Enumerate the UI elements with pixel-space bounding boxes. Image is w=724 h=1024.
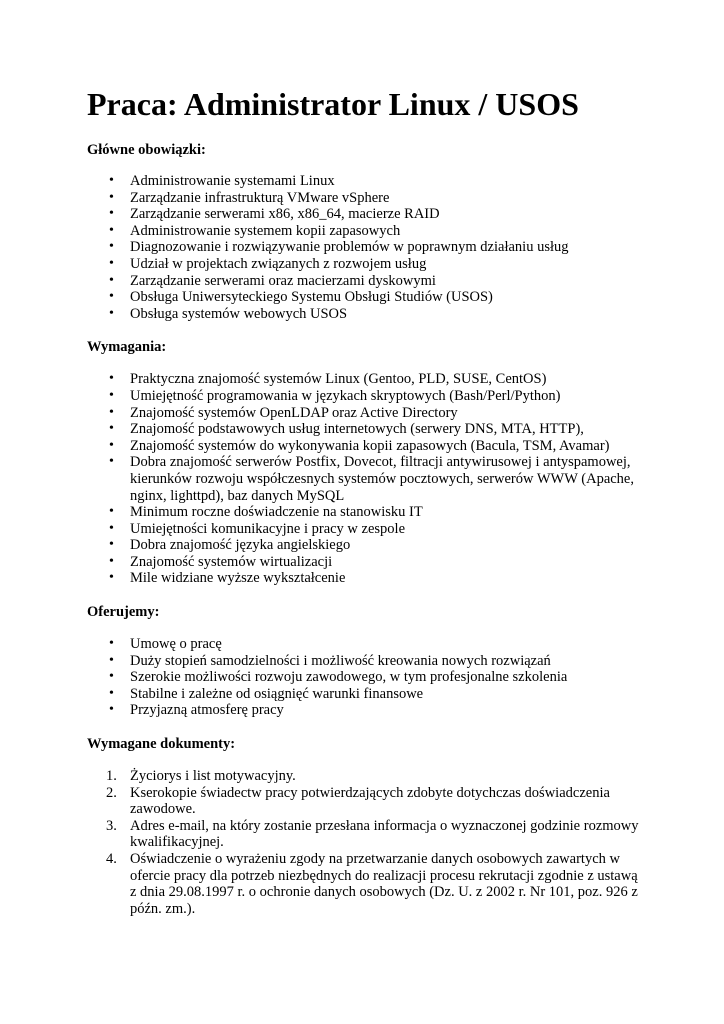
list-item-text: Oświadczenie o wyrażeniu zgody na przetwarzanie danych osobowych zawartych w ofercie pracy dla potrzeb niezbędnych do realizacji procesu rekrutacji zgodnie z ustawą z dnia 29.08.1997 r. o ochronie danych osobowych (Dz. U. z 2002 r. Nr 101, poz. 926 z późn. zm.).	[130, 851, 638, 917]
list-item: • Dobra znajomość serwerów Postfix, Dovecot, filtracji antywirusowej i antyspamowej, kierunków rozwoju współczesnych systemów pocztowych, serwerów WWW (Apache, nginx, lighttpd), baz danych MySQL	[87, 454, 647, 504]
list-number: 2.	[106, 784, 117, 801]
list-item: • Umiejętności komunikacyjne i pracy w zespole	[87, 521, 647, 538]
list-item: • Administrowanie systemami Linux	[87, 173, 647, 190]
list-item: • Szerokie możliwości rozwoju zawodowego, w tym profesjonalne szkolenia	[87, 669, 647, 686]
duties-heading: Główne obowiązki:	[87, 142, 206, 158]
list-item	[87, 785, 647, 818]
list-item-text: Kserokopie świadectw pracy potwierdzających zdobyte dotychczas doświadczenia zawodowe.	[130, 784, 610, 818]
requirements-list	[87, 371, 647, 587]
list-item: • Znajomość systemów OpenLDAP oraz Active Directory	[87, 405, 647, 422]
list-item: • Udział w projektach związanych z rozwojem usług	[87, 256, 647, 273]
list-item: • Umowę o pracę	[87, 636, 647, 653]
list-item: • Minimum roczne doświadczenie na stanowisku IT	[87, 504, 647, 521]
list-item: • Zarządzanie serwerami x86, x86_64, macierze RAID	[87, 206, 647, 223]
list-item: • Dobra znajomość języka angielskiego	[87, 537, 647, 554]
documents-list	[87, 768, 647, 917]
list-item: • Stabilne i zależne od osiągnięć warunki finansowe	[87, 686, 647, 703]
offer-heading: Oferujemy:	[87, 604, 160, 621]
offer-list	[87, 636, 647, 719]
list-item: • Znajomość systemów wirtualizacji	[87, 554, 647, 571]
list-item	[87, 768, 647, 785]
duties-list	[87, 173, 647, 322]
list-item: • Znajomość systemów do wykonywania kopii zapasowych (Bacula, TSM, Avamar)	[87, 438, 647, 455]
list-item: • Mile widziane wyższe wykształcenie	[87, 570, 647, 587]
page-title: Praca: Administrator Linux / USOS	[87, 86, 579, 122]
list-item: • Obsługa Uniwersyteckiego Systemu Obsługi Studiów (USOS)	[87, 289, 647, 306]
list-item	[87, 851, 647, 917]
list-number: 3.	[106, 817, 117, 834]
list-item: • Znajomość podstawowych usług internetowych (serwery DNS, MTA, HTTP),	[87, 421, 647, 438]
requirements-section	[87, 338, 647, 587]
list-item	[87, 818, 647, 851]
list-number: 4.	[106, 851, 117, 867]
list-item: • Przyjazną atmosferę pracy	[87, 702, 647, 719]
duties-section	[87, 141, 647, 322]
requirements-heading: Wymagania:	[87, 339, 167, 356]
list-item: • Zarządzanie serwerami oraz macierzami dyskowymi	[87, 273, 647, 290]
documents-section	[87, 735, 647, 917]
list-number: 1.	[106, 768, 117, 785]
list-item-text: Życiorys i list motywacyjny.	[130, 768, 296, 785]
list-item: • Praktyczna znajomość systemów Linux (Gentoo, PLD, SUSE, CentOS)	[87, 371, 647, 388]
offer-section	[87, 603, 647, 719]
list-item: • Obsługa systemów webowych USOS	[87, 306, 647, 323]
list-item: • Administrowanie systemem kopii zapasowych	[87, 223, 647, 240]
documents-heading: Wymagane dokumenty:	[87, 736, 236, 753]
list-item: • Umiejętność programowania w językach skryptowych (Bash/Perl/Python)	[87, 388, 647, 405]
document-page	[87, 84, 647, 917]
list-item: • Diagnozowanie i rozwiązywanie problemów w poprawnym działaniu usług	[87, 239, 647, 256]
list-item: • Zarządzanie infrastrukturą VMware vSphere	[87, 190, 647, 207]
list-item: • Duży stopień samodzielności i możliwość kreowania nowych rozwiązań	[87, 653, 647, 670]
list-item-text: Adres e-mail, na który zostanie przesłana informacja o wyznaczonej godzinie rozmowy kwalifikacyjnej.	[130, 817, 639, 851]
